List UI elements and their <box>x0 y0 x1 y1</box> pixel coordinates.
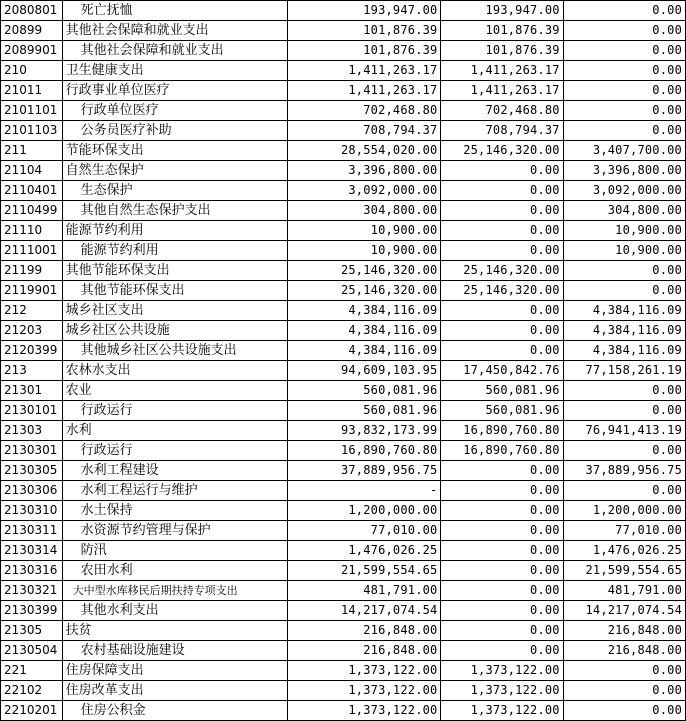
basic-cell: 0.00 <box>441 581 563 601</box>
project-cell: 0.00 <box>563 101 685 121</box>
name-cell: 死亡抚恤 <box>62 1 287 21</box>
table-row <box>1 581 686 601</box>
project-cell: 0.00 <box>563 481 685 501</box>
table-row <box>1 601 686 621</box>
name-cell: 能源节约利用 <box>62 241 287 261</box>
total-cell: 1,373,122.00 <box>287 661 441 681</box>
table-row <box>1 521 686 541</box>
code-cell: 2130321 <box>1 581 63 601</box>
project-cell: 3,396,800.00 <box>563 161 685 181</box>
basic-cell: 0.00 <box>441 201 563 221</box>
total-cell: 560,081.96 <box>287 381 441 401</box>
total-cell: 77,010.00 <box>287 521 441 541</box>
table-row <box>1 1 686 21</box>
code-cell: 2111001 <box>1 241 63 261</box>
project-cell: 37,889,956.75 <box>563 461 685 481</box>
code-cell: 213 <box>1 361 63 381</box>
basic-cell: 560,081.96 <box>441 381 563 401</box>
table-row <box>1 281 686 301</box>
project-cell: 0.00 <box>563 41 685 61</box>
project-cell: 76,941,413.19 <box>563 421 685 441</box>
code-cell: 20899 <box>1 21 63 41</box>
total-cell: 193,947.00 <box>287 1 441 21</box>
project-cell: 0.00 <box>563 121 685 141</box>
basic-cell: 0.00 <box>441 161 563 181</box>
project-cell: 0.00 <box>563 681 685 701</box>
table-row <box>1 361 686 381</box>
table-row <box>1 41 686 61</box>
code-cell: 21104 <box>1 161 63 181</box>
total-cell: 93,832,173.99 <box>287 421 441 441</box>
table-row <box>1 21 686 41</box>
total-cell: 4,384,116.09 <box>287 301 441 321</box>
code-cell: 22102 <box>1 681 63 701</box>
code-cell: 221 <box>1 661 63 681</box>
name-cell: 城乡社区公共设施 <box>62 321 287 341</box>
name-cell: 水利工程建设 <box>62 461 287 481</box>
code-cell: 2130301 <box>1 441 63 461</box>
table-row <box>1 121 686 141</box>
table-row <box>1 461 686 481</box>
total-cell: 94,609,103.95 <box>287 361 441 381</box>
project-cell: 0.00 <box>563 21 685 41</box>
total-cell: 216,848.00 <box>287 621 441 641</box>
name-cell: 其他节能环保支出 <box>62 281 287 301</box>
basic-cell: 702,468.80 <box>441 101 563 121</box>
total-cell: 25,146,320.00 <box>287 261 441 281</box>
project-cell: 0.00 <box>563 81 685 101</box>
basic-cell: 1,373,122.00 <box>441 661 563 681</box>
project-cell: 77,010.00 <box>563 521 685 541</box>
basic-cell: 25,146,320.00 <box>441 281 563 301</box>
project-cell: 14,217,074.54 <box>563 601 685 621</box>
name-cell: 水土保持 <box>62 501 287 521</box>
total-cell: 1,476,026.25 <box>287 541 441 561</box>
name-cell: 生态保护 <box>62 181 287 201</box>
project-cell: 216,848.00 <box>563 621 685 641</box>
code-cell: 2130316 <box>1 561 63 581</box>
project-cell: 4,384,116.09 <box>563 321 685 341</box>
name-cell: 农村基础设施建设 <box>62 641 287 661</box>
project-cell: 10,900.00 <box>563 221 685 241</box>
basic-cell: 1,373,122.00 <box>441 681 563 701</box>
table-row <box>1 561 686 581</box>
total-cell: 10,900.00 <box>287 241 441 261</box>
name-cell: 其他自然生态保护支出 <box>62 201 287 221</box>
table-row <box>1 161 686 181</box>
table-row <box>1 481 686 501</box>
basic-cell: 0.00 <box>441 501 563 521</box>
project-cell: 0.00 <box>563 261 685 281</box>
name-cell: 住房改革支出 <box>62 681 287 701</box>
total-cell: 304,800.00 <box>287 201 441 221</box>
code-cell: 21303 <box>1 421 63 441</box>
basic-cell: 0.00 <box>441 221 563 241</box>
table-row <box>1 661 686 681</box>
code-cell: 21199 <box>1 261 63 281</box>
code-cell: 212 <box>1 301 63 321</box>
code-cell: 2119901 <box>1 281 63 301</box>
basic-cell: 16,890,760.80 <box>441 441 563 461</box>
table-row <box>1 341 686 361</box>
basic-cell: 0.00 <box>441 481 563 501</box>
table-row <box>1 181 686 201</box>
name-cell: 行政运行 <box>62 441 287 461</box>
basic-cell: 0.00 <box>441 461 563 481</box>
table-row <box>1 541 686 561</box>
code-cell: 210 <box>1 61 63 81</box>
total-cell: 25,146,320.00 <box>287 281 441 301</box>
code-cell: 21301 <box>1 381 63 401</box>
total-cell: 10,900.00 <box>287 221 441 241</box>
code-cell: 2101103 <box>1 121 63 141</box>
table-row <box>1 621 686 641</box>
basic-cell: 101,876.39 <box>441 41 563 61</box>
basic-cell: 0.00 <box>441 541 563 561</box>
total-cell: 101,876.39 <box>287 41 441 61</box>
basic-cell: 0.00 <box>441 321 563 341</box>
table-row <box>1 321 686 341</box>
total-cell: 101,876.39 <box>287 21 441 41</box>
code-cell: 21011 <box>1 81 63 101</box>
code-cell: 2130305 <box>1 461 63 481</box>
name-cell: 水利 <box>62 421 287 441</box>
basic-cell: 0.00 <box>441 341 563 361</box>
total-cell: 708,794.37 <box>287 121 441 141</box>
total-cell: 3,396,800.00 <box>287 161 441 181</box>
table-row <box>1 201 686 221</box>
total-cell: 1,411,263.17 <box>287 61 441 81</box>
total-cell: 16,890,760.80 <box>287 441 441 461</box>
project-cell: 3,092,000.00 <box>563 181 685 201</box>
table-row <box>1 701 686 721</box>
code-cell: 2130314 <box>1 541 63 561</box>
total-cell: 4,384,116.09 <box>287 341 441 361</box>
code-cell: 2130399 <box>1 601 63 621</box>
code-cell: 2080801 <box>1 1 63 21</box>
total-cell: - <box>287 481 441 501</box>
total-cell: 702,468.80 <box>287 101 441 121</box>
table-row <box>1 261 686 281</box>
code-cell: 21305 <box>1 621 63 641</box>
basic-cell: 101,876.39 <box>441 21 563 41</box>
name-cell: 农业 <box>62 381 287 401</box>
name-cell: 扶贫 <box>62 621 287 641</box>
basic-cell: 0.00 <box>441 601 563 621</box>
name-cell: 农林水支出 <box>62 361 287 381</box>
project-cell: 0.00 <box>563 61 685 81</box>
name-cell: 农田水利 <box>62 561 287 581</box>
code-cell: 2130504 <box>1 641 63 661</box>
project-cell: 0.00 <box>563 381 685 401</box>
basic-cell: 708,794.37 <box>441 121 563 141</box>
name-cell: 住房公积金 <box>62 701 287 721</box>
table-row <box>1 241 686 261</box>
code-cell: 2120399 <box>1 341 63 361</box>
total-cell: 3,092,000.00 <box>287 181 441 201</box>
code-cell: 2101101 <box>1 101 63 121</box>
project-cell: 0.00 <box>563 401 685 421</box>
project-cell: 10,900.00 <box>563 241 685 261</box>
basic-cell: 0.00 <box>441 521 563 541</box>
table-row <box>1 381 686 401</box>
table-row <box>1 221 686 241</box>
code-cell: 2110401 <box>1 181 63 201</box>
total-cell: 4,384,116.09 <box>287 321 441 341</box>
project-cell: 0.00 <box>563 441 685 461</box>
project-cell: 1,200,000.00 <box>563 501 685 521</box>
basic-cell: 1,411,263.17 <box>441 61 563 81</box>
project-cell: 21,599,554.65 <box>563 561 685 581</box>
name-cell: 水利工程运行与维护 <box>62 481 287 501</box>
total-cell: 28,554,020.00 <box>287 141 441 161</box>
basic-cell: 17,450,842.76 <box>441 361 563 381</box>
name-cell: 其他水利支出 <box>62 601 287 621</box>
project-cell: 0.00 <box>563 701 685 721</box>
basic-cell: 0.00 <box>441 301 563 321</box>
basic-cell: 0.00 <box>441 621 563 641</box>
basic-cell: 0.00 <box>441 181 563 201</box>
total-cell: 1,373,122.00 <box>287 701 441 721</box>
code-cell: 2089901 <box>1 41 63 61</box>
basic-cell: 25,146,320.00 <box>441 141 563 161</box>
code-cell: 21110 <box>1 221 63 241</box>
table-body <box>1 1 686 721</box>
project-cell: 216,848.00 <box>563 641 685 661</box>
project-cell: 0.00 <box>563 1 685 21</box>
project-cell: 0.00 <box>563 661 685 681</box>
total-cell: 1,411,263.17 <box>287 81 441 101</box>
total-cell: 1,373,122.00 <box>287 681 441 701</box>
code-cell: 2110499 <box>1 201 63 221</box>
basic-cell: 0.00 <box>441 241 563 261</box>
total-cell: 21,599,554.65 <box>287 561 441 581</box>
code-cell: 21203 <box>1 321 63 341</box>
name-cell: 其他节能环保支出 <box>62 261 287 281</box>
basic-cell: 0.00 <box>441 641 563 661</box>
name-cell: 自然生态保护 <box>62 161 287 181</box>
name-cell: 防汛 <box>62 541 287 561</box>
project-cell: 77,158,261.19 <box>563 361 685 381</box>
code-cell: 2130101 <box>1 401 63 421</box>
basic-cell: 25,146,320.00 <box>441 261 563 281</box>
total-cell: 216,848.00 <box>287 641 441 661</box>
table-row <box>1 641 686 661</box>
table-row <box>1 61 686 81</box>
table-row <box>1 301 686 321</box>
name-cell: 节能环保支出 <box>62 141 287 161</box>
table-row <box>1 501 686 521</box>
project-cell: 304,800.00 <box>563 201 685 221</box>
name-cell: 其他社会保障和就业支出 <box>62 21 287 41</box>
code-cell: 2130311 <box>1 521 63 541</box>
name-cell: 行政运行 <box>62 401 287 421</box>
total-cell: 14,217,074.54 <box>287 601 441 621</box>
name-cell: 水资源节约管理与保护 <box>62 521 287 541</box>
name-cell: 行政单位医疗 <box>62 101 287 121</box>
name-cell: 住房保障支出 <box>62 661 287 681</box>
total-cell: 1,200,000.00 <box>287 501 441 521</box>
project-cell: 4,384,116.09 <box>563 341 685 361</box>
code-cell: 2130306 <box>1 481 63 501</box>
name-cell: 其他社会保障和就业支出 <box>62 41 287 61</box>
project-cell: 0.00 <box>563 281 685 301</box>
total-cell: 560,081.96 <box>287 401 441 421</box>
total-cell: 481,791.00 <box>287 581 441 601</box>
code-cell: 2130310 <box>1 501 63 521</box>
project-cell: 1,476,026.25 <box>563 541 685 561</box>
name-cell: 城乡社区支出 <box>62 301 287 321</box>
basic-cell: 1,411,263.17 <box>441 81 563 101</box>
basic-cell: 16,890,760.80 <box>441 421 563 441</box>
table-row <box>1 401 686 421</box>
table-row <box>1 441 686 461</box>
table-row <box>1 81 686 101</box>
name-cell: 卫生健康支出 <box>62 61 287 81</box>
name-cell: 公务员医疗补助 <box>62 121 287 141</box>
project-cell: 4,384,116.09 <box>563 301 685 321</box>
basic-cell: 0.00 <box>441 561 563 581</box>
table-row <box>1 101 686 121</box>
code-cell: 211 <box>1 141 63 161</box>
name-cell: 行政事业单位医疗 <box>62 81 287 101</box>
total-cell: 37,889,956.75 <box>287 461 441 481</box>
project-cell: 481,791.00 <box>563 581 685 601</box>
basic-cell: 560,081.96 <box>441 401 563 421</box>
basic-cell: 1,373,122.00 <box>441 701 563 721</box>
code-cell: 2210201 <box>1 701 63 721</box>
basic-cell: 193,947.00 <box>441 1 563 21</box>
name-cell: 大中型水库移民后期扶持专项支出 <box>62 581 287 601</box>
table-row <box>1 421 686 441</box>
table-row <box>1 141 686 161</box>
project-cell: 3,407,700.00 <box>563 141 685 161</box>
name-cell: 其他城乡社区公共设施支出 <box>62 341 287 361</box>
name-cell: 能源节约利用 <box>62 221 287 241</box>
table-row <box>1 681 686 701</box>
